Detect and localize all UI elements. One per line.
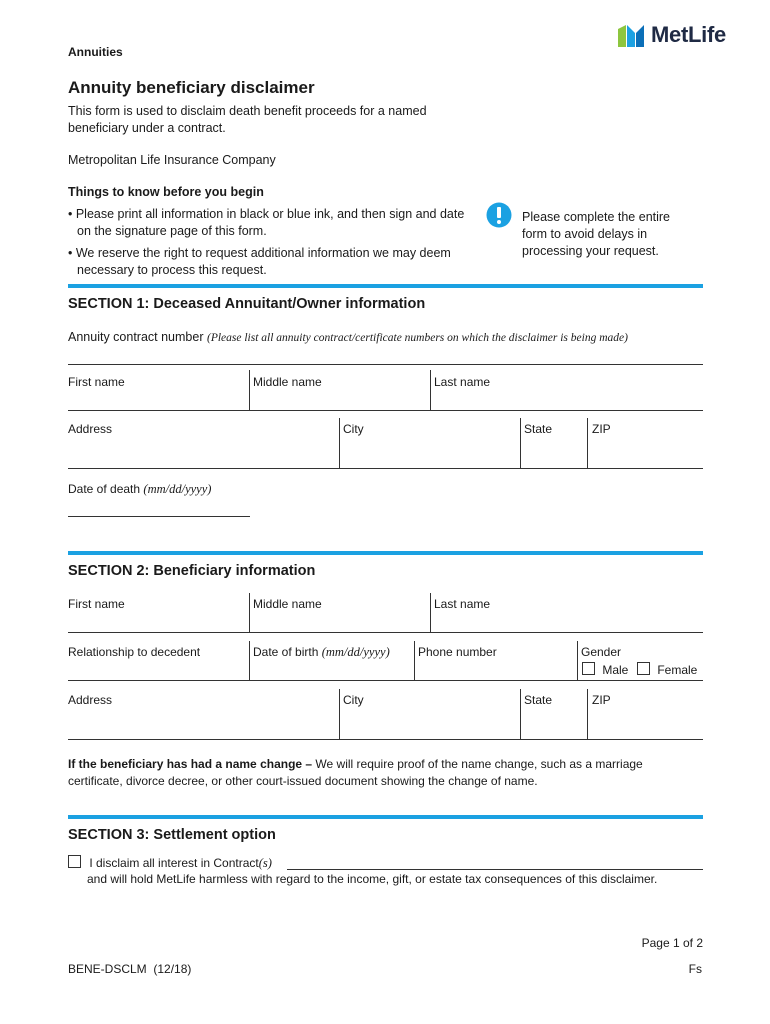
field-divider [577, 641, 578, 680]
field-divider [249, 370, 250, 410]
notice-line-1: Please complete the entire [522, 210, 671, 224]
field-divider [520, 689, 521, 739]
s2-last-name-label: Last name [434, 597, 491, 611]
date-of-death-field[interactable] [68, 516, 250, 517]
s2-name-fields[interactable] [68, 632, 703, 633]
notice-line-3: processing your request. [522, 244, 659, 258]
company-name: Metropolitan Life Insurance Company [68, 153, 276, 167]
s1-name-fields[interactable] [68, 410, 703, 411]
s1-last-name-label: Last name [434, 375, 491, 389]
field-divider [414, 641, 415, 680]
things-heading: Things to know before you begin [68, 185, 264, 199]
field-divider [520, 418, 521, 468]
category-label: Annuities [68, 45, 123, 59]
name-change-rest: We will require proof of the name change, such as a marriage [312, 757, 643, 771]
page-title: Annuity beneficiary disclaimer [68, 78, 315, 97]
bullet-2-line-1: • We reserve the right to request additional information we may deem [68, 246, 451, 260]
contract-label-text: Annuity contract number [68, 330, 204, 344]
female-label: Female [657, 663, 698, 677]
section-2-divider [68, 551, 703, 555]
gender-label: Gender [581, 645, 622, 659]
s2-city-label: City [343, 693, 364, 707]
contract-number-field[interactable] [68, 364, 703, 365]
field-divider [430, 370, 431, 410]
disclaim-checkbox[interactable] [68, 855, 81, 868]
hold-harmless-text: and will hold MetLife harmless with regard to the income, gift, or estate tax consequences of this disclaimer. [87, 872, 658, 886]
logo-text: MetLife [651, 22, 726, 47]
s1-zip-label: ZIP [592, 422, 611, 436]
s1-first-name-label: First name [68, 375, 125, 389]
male-checkbox[interactable] [582, 662, 595, 675]
field-divider [339, 689, 340, 739]
section-1-divider [68, 284, 703, 288]
s1-state-label: State [524, 422, 553, 436]
dod-format: (mm/dd/yyyy) [143, 482, 212, 496]
s2-zip-label: ZIP [592, 693, 611, 707]
disclaim-label: I disclaim all interest in Contract [89, 856, 259, 870]
s2-first-name-label: First name [68, 597, 125, 611]
s2-address-label: Address [68, 693, 113, 707]
bullet-2-line-2: necessary to process this request. [77, 263, 267, 277]
name-change-note [68, 757, 643, 771]
section-3-divider [68, 815, 703, 819]
name-change-note-line-2: certificate, divorce decree, or other court-issued document showing the change of name. [68, 774, 538, 788]
dod-label-text: Date of death [68, 482, 141, 496]
contract-note: (Please list all annuity contract/certificate numbers on which the disclaimer is being made) [206, 332, 628, 344]
field-divider [587, 418, 588, 468]
metlife-logo-icon [618, 21, 646, 49]
section-1-heading: SECTION 1: Deceased Annuitant/Owner information [68, 296, 426, 312]
exclamation-icon [486, 202, 512, 228]
disclaim-option [68, 855, 272, 871]
field-divider [430, 593, 431, 633]
dob-format: (mm/dd/yyyy) [321, 645, 390, 659]
contract-number-label [68, 330, 628, 344]
phone-label: Phone number [418, 645, 497, 659]
notice-line-2: form to avoid delays in [522, 227, 648, 241]
s2-address-fields[interactable] [68, 739, 703, 740]
contract-number-input[interactable] [287, 869, 703, 870]
intro-line-2: beneficiary under a contract. [68, 121, 226, 135]
gender-male-option [582, 662, 628, 677]
s2-state-label: State [524, 693, 553, 707]
dob-label [253, 645, 390, 660]
page-number: Page 1 of 2 [641, 936, 703, 950]
form-code: BENE-DSCLM (12/18) [68, 962, 192, 976]
section-2-heading: SECTION 2: Beneficiary information [68, 563, 316, 579]
dob-label-text: Date of birth [253, 645, 319, 659]
field-divider [249, 593, 250, 633]
bullet-1-line-2: on the signature page of this form. [77, 224, 267, 238]
s1-city-label: City [343, 422, 364, 436]
field-divider [587, 689, 588, 739]
form-code-right: Fs [688, 962, 702, 976]
date-of-death-label [68, 482, 211, 497]
disclaim-suffix: (s) [258, 856, 272, 870]
relationship-label: Relationship to decedent [68, 645, 201, 659]
gender-female-option [637, 662, 697, 677]
s1-address-label: Address [68, 422, 113, 436]
bullet-1-line-1: • Please print all information in black or blue ink, and then sign and date [68, 207, 465, 221]
s1-address-fields[interactable] [68, 468, 703, 469]
intro-line-1: This form is used to disclaim death benefit proceeds for a named [68, 104, 427, 118]
s2-details-fields[interactable] [68, 680, 703, 681]
female-checkbox[interactable] [637, 662, 650, 675]
s2-middle-name-label: Middle name [253, 597, 322, 611]
s1-middle-name-label: Middle name [253, 375, 322, 389]
field-divider [249, 641, 250, 680]
field-divider [339, 418, 340, 468]
section-3-heading: SECTION 3: Settlement option [68, 827, 276, 843]
male-label: Male [602, 663, 629, 677]
name-change-bold: If the beneficiary has had a name change – [68, 757, 313, 771]
